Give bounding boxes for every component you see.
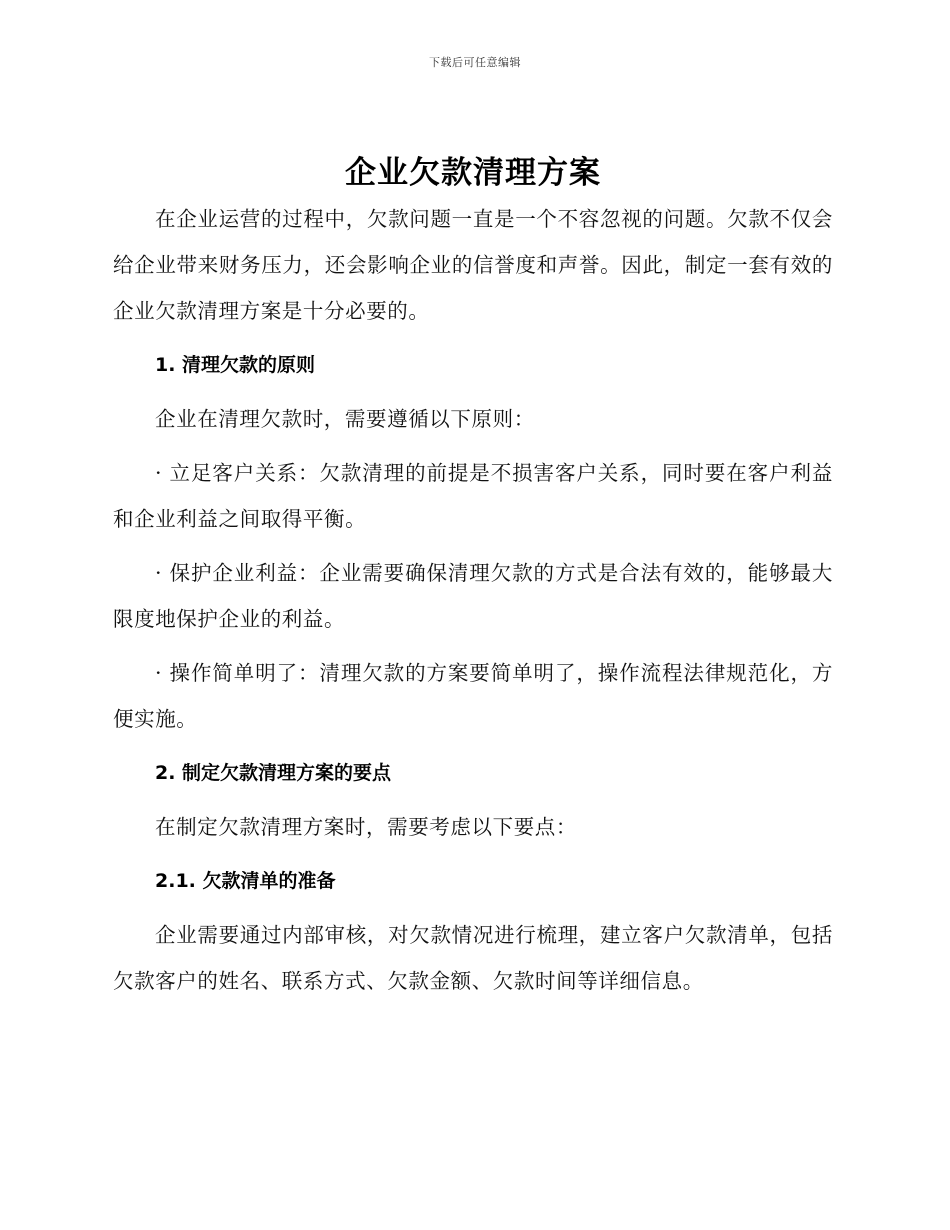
- spacer: [113, 542, 833, 550]
- spacer: [113, 850, 833, 858]
- spacer: [113, 334, 833, 342]
- bullet-protect-interests: · 保护企业利益：企业需要确保清理欠款的方式是合法有效的，能够最大限度地保护企业的利益。: [113, 561, 833, 631]
- section-heading-1: 1. 清理欠款的原则: [155, 354, 316, 376]
- spacer: [113, 742, 833, 750]
- bullet-customer-relationship: · 立足客户关系：欠款清理的前提是不损害客户关系，同时要在客户利益和企业利益之间取得平衡。: [113, 461, 833, 531]
- document-title: 企业欠款清理方案: [345, 155, 601, 191]
- paragraph-principles-intro: 企业在清理欠款时，需要遵循以下原则：: [155, 407, 535, 431]
- spacer: [113, 904, 833, 912]
- paragraph-key-points-intro: 在制定欠款清理方案时，需要考虑以下要点：: [155, 815, 577, 839]
- page-header: 下载后可任意编辑: [429, 56, 521, 69]
- spacer: [113, 796, 833, 804]
- paragraph-intro: 在企业运营的过程中，欠款问题一直是一个不容忽视的问题。欠款不仅会给企业带来财务压力，还会影响企业的信誉度和声誉。因此，制定一套有效的企业欠款清理方案是十分必要的。: [113, 207, 833, 323]
- section-heading-2: 2. 制定欠款清理方案的要点: [155, 762, 392, 784]
- spacer: [113, 642, 833, 650]
- spacer: [113, 442, 833, 450]
- paragraph-debt-list: 企业需要通过内部审核，对欠款情况进行梳理，建立客户欠款清单，包括欠款客户的姓名、联系方式、欠款金额、欠款时间等详细信息。: [113, 923, 833, 993]
- document-body: [113, 150, 833, 1004]
- bullet-simple-operation: · 操作简单明了：清理欠款的方案要简单明了，操作流程法律规范化，方便实施。: [113, 661, 833, 731]
- subsection-heading-2-1: 2.1. 欠款清单的准备: [155, 870, 336, 892]
- spacer: [113, 388, 833, 396]
